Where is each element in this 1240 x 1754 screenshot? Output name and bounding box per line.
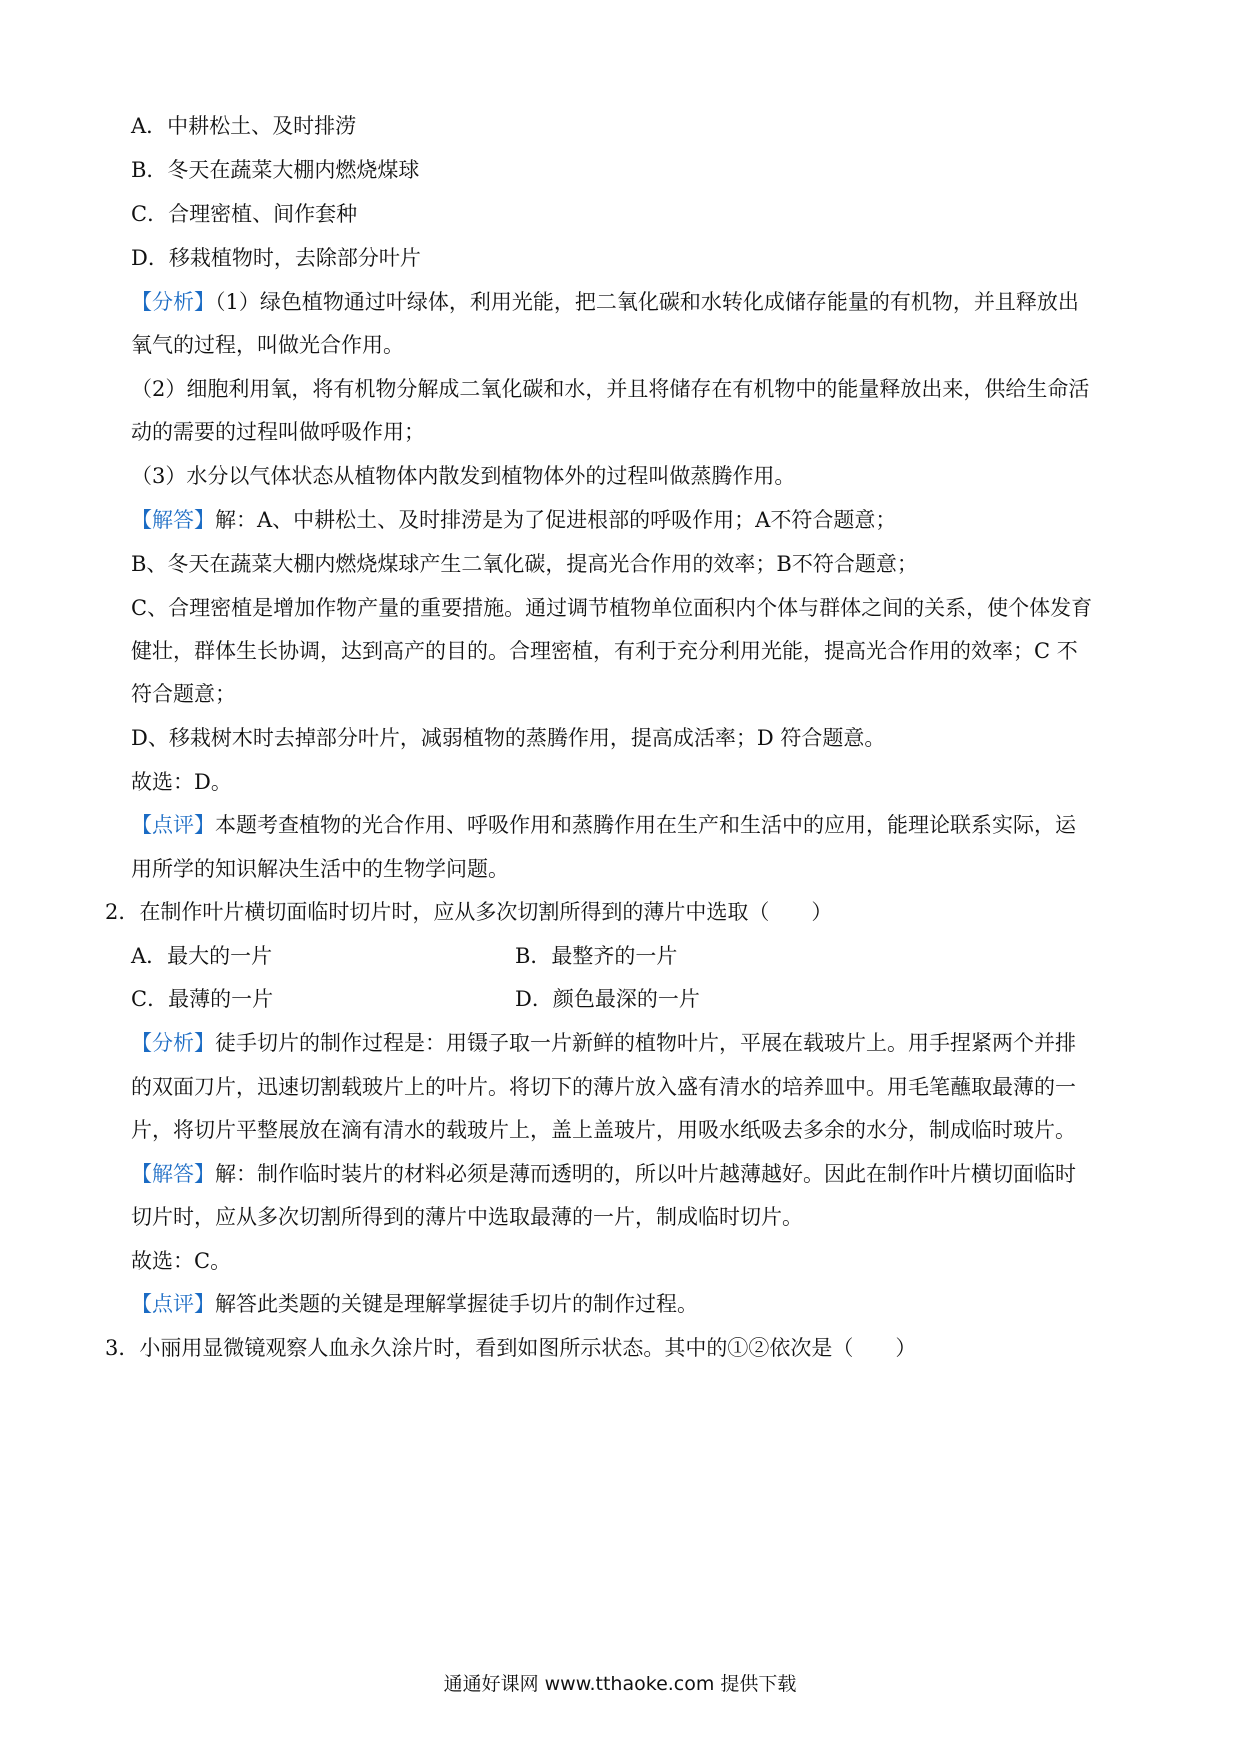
footer-text: 通通好课网 www.tthaoke.com 提供下载 — [443, 1673, 797, 1695]
q1-option-b: B．冬天在蔬菜大棚内燃烧煤球 — [131, 158, 420, 182]
q1-comment-line-2: 用所学的知识解决生活中的生物学问题。 — [131, 857, 509, 881]
q2-analysis-line-1: 【分析】徒手切片的制作过程是：用镊子取一片新鲜的植物叶片，平展在载玻片上。用手捏紧两个并排 — [131, 1031, 1076, 1055]
q1-analysis-line-4: 动的需要的过程叫做呼吸作用； — [131, 420, 425, 444]
q2-analysis-line-2: 的双面刀片，迅速切割载玻片上的叶片。将切下的薄片放入盛有清水的培养皿中。用毛笔蘸取最薄的一 — [131, 1075, 1076, 1099]
q2-option-c: C．最薄的一片 — [131, 987, 274, 1011]
q1-answer-line-4: 健壮，群体生长协调，达到高产的目的。合理密植，有利于充分利用光能，提高光合作用的效率；C 不 — [131, 639, 1078, 663]
q1-answer-line-6: D、移栽树木时去掉部分叶片，减弱植物的蒸腾作用，提高成活率；D 符合题意。 — [131, 726, 886, 750]
q1-analysis-line-3: （2）细胞利用氧，将有机物分解成二氧化碳和水，并且将储存在有机物中的能量释放出来，供给生命活 — [131, 377, 1090, 401]
q2-stem: 2．在制作叶片横切面临时切片时，应从多次切割所得到的薄片中选取（ ） — [105, 900, 833, 924]
q2-option-a: A．最大的一片 — [131, 944, 273, 968]
q1-option-a: A．中耕松土、及时排涝 — [131, 114, 357, 138]
comment-tag: 【点评】 — [131, 1292, 215, 1316]
analysis-tag: 【分析】 — [131, 290, 215, 314]
q1-option-c: C．合理密植、间作套种 — [131, 202, 358, 226]
q1-analysis-line-5: （3）水分以气体状态从植物体内散发到植物体外的过程叫做蒸腾作用。 — [131, 464, 796, 488]
q2-answer-line-1: 【解答】解：制作临时装片的材料必须是薄而透明的，所以叶片越薄越好。因此在制作叶片横切面临时 — [131, 1162, 1076, 1186]
q2-choice: 故选：C。 — [131, 1249, 232, 1273]
answer-tag: 【解答】 — [131, 508, 215, 532]
q1-answer-line-1: 【解答】解：A、中耕松土、及时排涝是为了促进根部的呼吸作用；A不符合题意； — [131, 508, 897, 532]
q1-answer-line-2: B、冬天在蔬菜大棚内燃烧煤球产生二氧化碳，提高光合作用的效率；B不符合题意； — [131, 552, 918, 576]
q1-answer-line-5: 符合题意； — [131, 682, 236, 706]
q3-stem: 3．小丽用显微镜观察人血永久涂片时，看到如图所示状态。其中的①②依次是（ ） — [105, 1336, 917, 1360]
q2-analysis-line-3: 片，将切片平整展放在滴有清水的载玻片上，盖上盖玻片，用吸水纸吸去多余的水分，制成临时玻片。 — [131, 1118, 1076, 1142]
q2-option-b: B．最整齐的一片 — [515, 944, 678, 968]
comment-tag: 【点评】 — [131, 813, 215, 837]
q1-analysis-line-2: 氧气的过程，叫做光合作用。 — [131, 333, 404, 357]
analysis-tag: 【分析】 — [131, 1031, 215, 1055]
q1-comment-line-1: 【点评】本题考查植物的光合作用、呼吸作用和蒸腾作用在生产和生活中的应用，能理论联系实际，运 — [131, 813, 1076, 837]
q1-choice: 故选：D。 — [131, 770, 232, 794]
q1-answer-line-3: C、合理密植是增加作物产量的重要措施。通过调节植物单位面积内个体与群体之间的关系，使个体发育 — [131, 596, 1093, 620]
q2-option-d: D．颜色最深的一片 — [515, 987, 700, 1011]
answer-tag: 【解答】 — [131, 1162, 215, 1186]
q1-analysis-line-1: 【分析】（1）绿色植物通过叶绿体，利用光能，把二氧化碳和水转化成储存能量的有机物，并且释放出 — [131, 290, 1079, 314]
q1-option-d: D．移栽植物时，去除部分叶片 — [131, 246, 421, 270]
q2-answer-line-2: 切片时，应从多次切割所得到的薄片中选取最薄的一片，制成临时切片。 — [131, 1205, 803, 1229]
q2-comment-line-1: 【点评】解答此类题的关键是理解掌握徒手切片的制作过程。 — [131, 1292, 698, 1316]
